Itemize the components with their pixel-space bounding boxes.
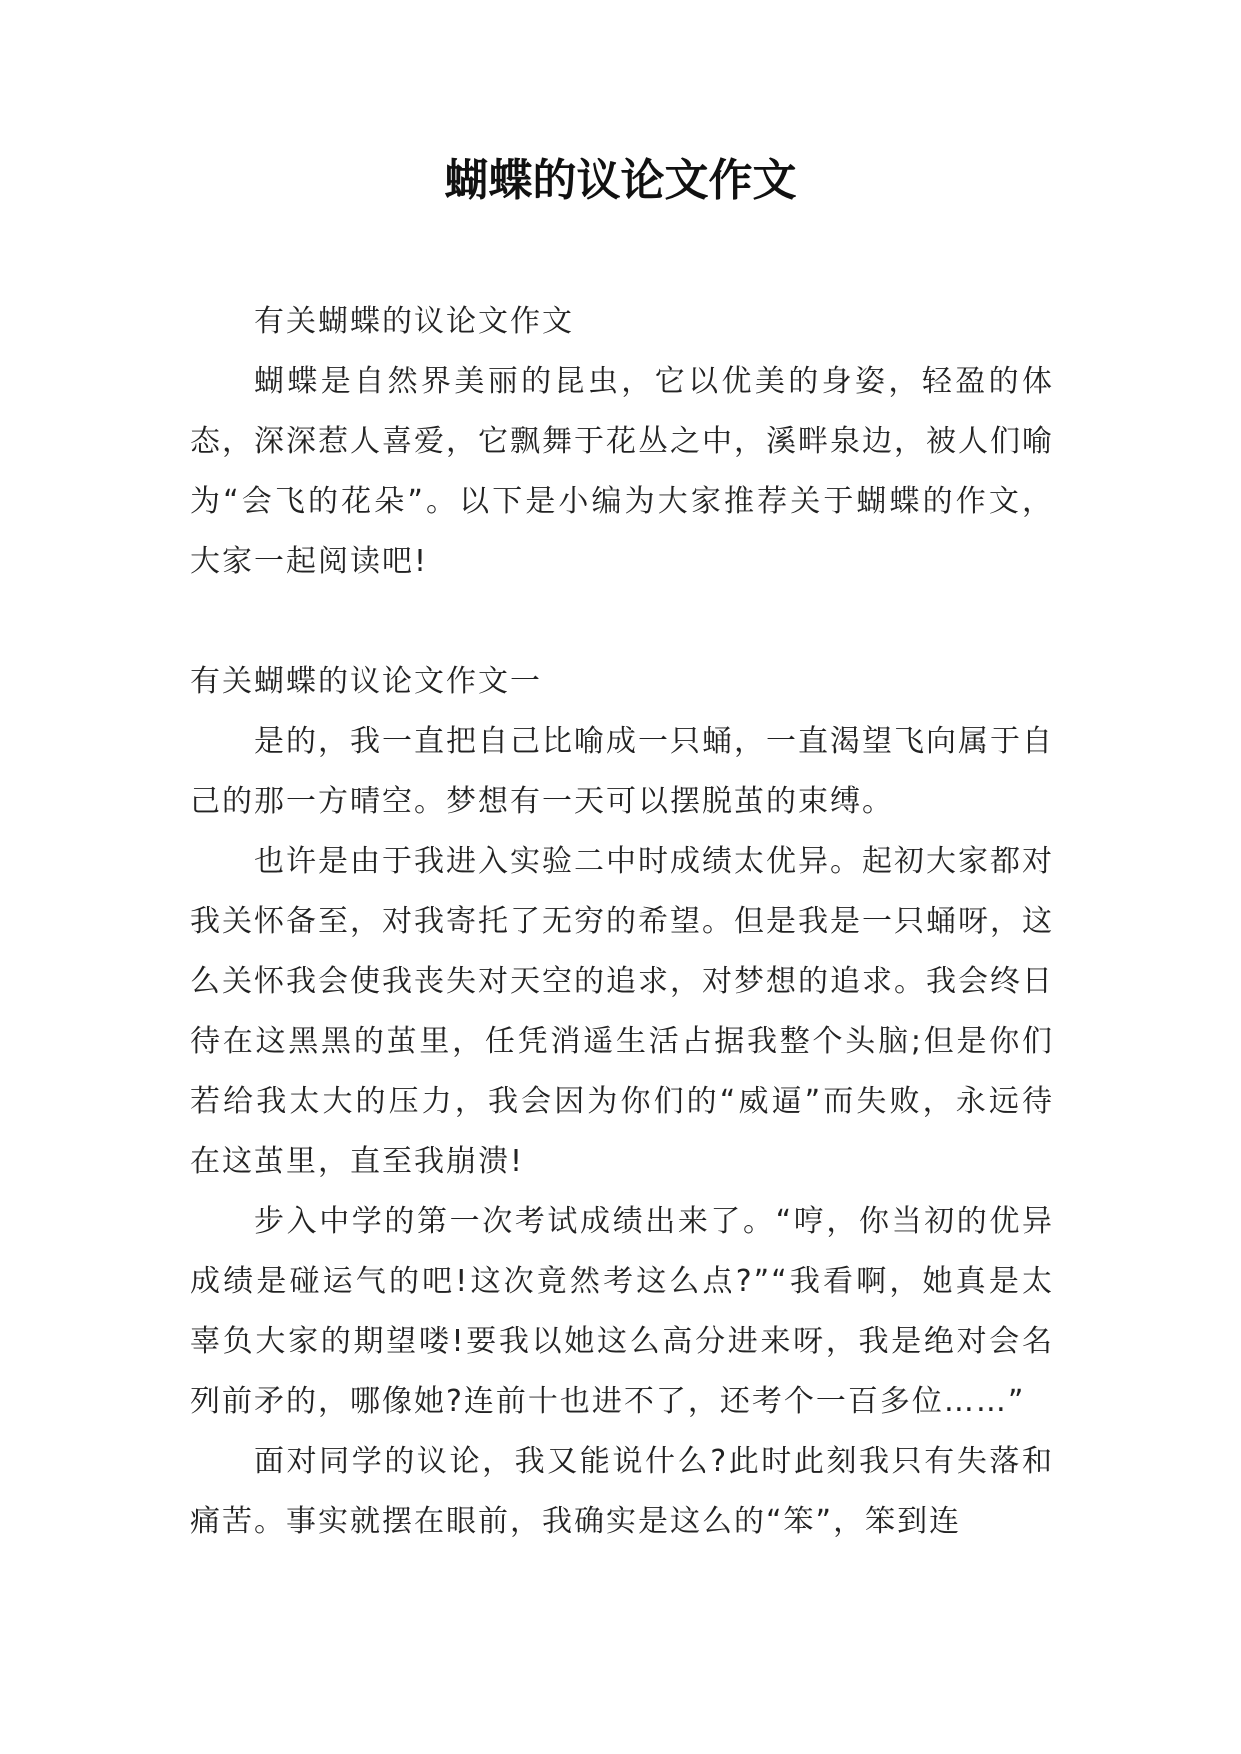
subtitle-paragraph: 有关蝴蝶的议论文作文: [254, 304, 574, 339]
document-body: [190, 292, 1054, 1552]
paragraph-gap: [190, 592, 1054, 652]
section-heading: 有关蝴蝶的议论文作文一: [190, 664, 542, 699]
document-title: 蝴蝶的议论文作文: [444, 155, 797, 206]
body-paragraph: 是的，我一直把自己比喻成一只蛹，一直渴望飞向属于自己的那一方晴空。梦想有一天可以摆脱茧的束缚。: [190, 724, 1054, 819]
body-paragraph: 面对同学的议论，我又能说什么?此时此刻我只有失落和痛苦。事实就摆在眼前，我确实是这么的“笨”，笨到连: [190, 1444, 1054, 1539]
intro-paragraph: 蝴蝶是自然界美丽的昆虫，它以优美的身姿，轻盈的体态，深深惹人喜爱，它飘舞于花丛之中，溪畔泉边，被人们喻为“会飞的花朵”。以下是小编为大家推荐关于蝴蝶的作文，大家一起阅读吧!: [190, 364, 1054, 579]
body-paragraph: 也许是由于我进入实验二中时成绩太优异。起初大家都对我关怀备至，对我寄托了无穷的希望。但是我是一只蛹呀，这么关怀我会使我丧失对天空的追求，对梦想的追求。我会终日待在这黑黑的茧里，任凭消遥生活占据我整个头脑;但是你们若给我太大的压力，我会因为你们的“威逼”而失败，永远待在这茧里，直至我崩溃!: [190, 844, 1054, 1179]
body-paragraph: 步入中学的第一次考试成绩出来了。“哼，你当初的优异成绩是碰运气的吧!这次竟然考这么点?”“我看啊，她真是太辜负大家的期望喽!要我以她这么高分进来呀，我是绝对会名列前矛的，哪像她?连前十也进不了，还考个一百多位……”: [190, 1204, 1054, 1419]
